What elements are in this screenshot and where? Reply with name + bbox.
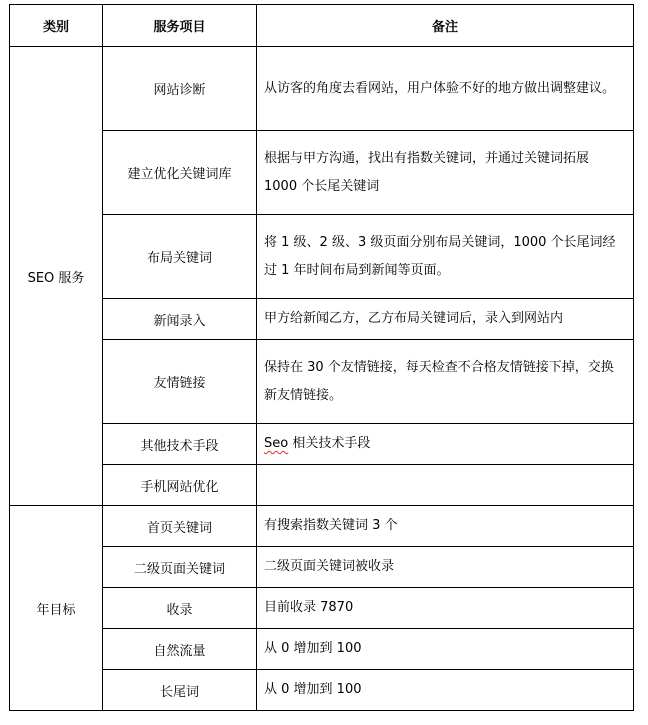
header-item: 服务项目 (103, 5, 257, 47)
table-row (10, 506, 634, 547)
table-row (10, 131, 634, 215)
header-category: 类别 (10, 5, 103, 47)
note-cell: 甲方给新闻乙方，乙方布局关键词后，录入到网站内 (257, 299, 634, 340)
note-cell: 保持在 30 个友情链接，每天检查不合格友情链接下掉，交换新友情链接。 (257, 340, 634, 424)
item-cell: 长尾词 (103, 670, 257, 711)
note-text: 相关技术手段 (288, 436, 371, 451)
category-annual-goal: 年目标 (10, 506, 103, 711)
item-cell: 收录 (103, 588, 257, 629)
spellcheck-word: Seo (264, 436, 289, 451)
table-row (10, 340, 634, 424)
item-cell: 友情链接 (103, 340, 257, 424)
note-cell: 从 0 增加到 100 (257, 629, 634, 670)
item-cell: 网站诊断 (103, 47, 257, 131)
note-cell: 将 1 级、2 级、3 级页面分别布局关键词，1000 个长尾词经过 1 年时间布局到新闻等页面。 (257, 215, 634, 299)
note-cell: 从访客的角度去看网站，用户体验不好的地方做出调整建议。 (257, 47, 634, 131)
table-row (10, 215, 634, 299)
header-note: 备注 (257, 5, 634, 47)
item-cell: 新闻录入 (103, 299, 257, 340)
table-row (10, 47, 634, 131)
table-row (10, 299, 634, 340)
service-table (9, 4, 634, 711)
table-row (10, 629, 634, 670)
note-cell: 有搜索指数关键词 3 个 (257, 506, 634, 547)
item-cell: 布局关键词 (103, 215, 257, 299)
table-row (10, 424, 634, 465)
table-row (10, 588, 634, 629)
category-seo-service: SEO 服务 (10, 47, 103, 506)
note-cell: 根据与甲方沟通，找出有指数关键词，并通过关键词拓展 1000 个长尾关键词 (257, 131, 634, 215)
item-cell: 自然流量 (103, 629, 257, 670)
item-cell: 其他技术手段 (103, 424, 257, 465)
note-cell (257, 465, 634, 506)
item-cell: 建立优化关键词库 (103, 131, 257, 215)
item-cell: 首页关键词 (103, 506, 257, 547)
note-cell: 从 0 增加到 100 (257, 670, 634, 711)
header-row (10, 5, 634, 47)
table-row (10, 465, 634, 506)
item-cell: 手机网站优化 (103, 465, 257, 506)
note-cell: 目前收录 7870 (257, 588, 634, 629)
table-row (10, 547, 634, 588)
item-cell: 二级页面关键词 (103, 547, 257, 588)
note-cell (257, 424, 634, 465)
table-row (10, 670, 634, 711)
note-cell: 二级页面关键词被收录 (257, 547, 634, 588)
